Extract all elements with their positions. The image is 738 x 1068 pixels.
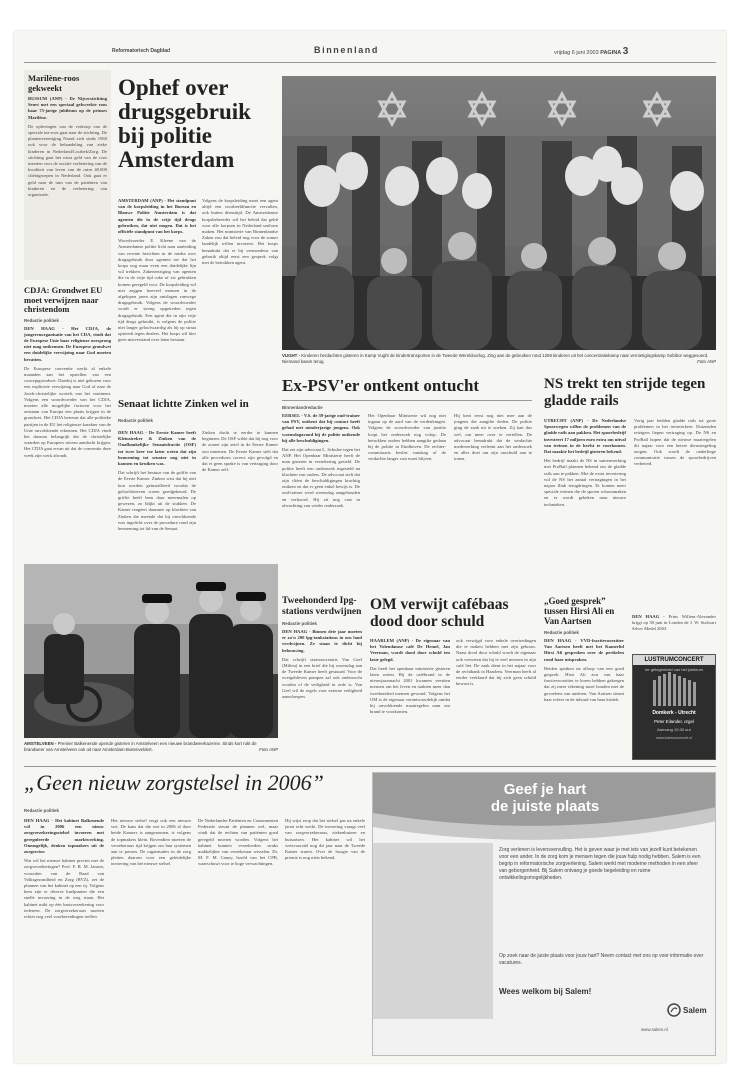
zorg-col-3: De Nederlandse Patiënten en Consumenten Federatie steunt de plannen wel, maar vindt dat de rechten van patiënten goed geregeld moeten worden. Volgens het kabinet kunnen verzekerden straks makkelijker van verzekeraar wisselen. Dr. M. F. M. Canoy, hoofd van het CPB, waarschuwt voor te hoge verwachtingen. [198,818,278,867]
ad-concert-subtitle: ter gelegenheid van het jubileum [645,667,703,672]
cdja-lead: Het CDJA, de jongerenorganisatie van het CDA, vindt dat de Europese Unie haar religieuze oorsprong niet mag ontkennen. De Europese grondwet een duidelijke verwijzing naar God moeten bevatten. [24,325,111,362]
article-ns [544,376,716,616]
om-col-right: ook verwijgd voor enkele overtredingen die te maken hebben met zijn gebouw. Naast dood door schuld wordt de eigenaar ook verweten dat hij te veel mensen in zijn café liet. De zaak dient in het najaar voor de rechtbank in Haarlem. Veerman heeft al eerder verklaard dat hij zich geen schuld bewust is. [456,638,536,687]
expsv-body: Dat zei zijn advocaat L. Schulze tegen het ANP. Het Openbaar Ministerie heeft de man gisteren in verzekering gesteld. De politie heeft een onderzoek ingesteld na klachten van ouders. De advocaat stelt dat zijn cliënt de beschuldigingen krachtig ontkent en dat er geen enkel bewijs is. De oud-trainer werd woensdag aangehouden en verhoord. Hij zit nog vast in afwachting van verder onderzoek. [282,447,360,508]
date-text: vrijdag 6 juni 2003 [554,50,599,56]
om-lead: De eigenaar van het Volendamse café De Hemel, Jan Veerman, wordt dood door schuld ten laste gelegd. [370,638,450,662]
zinken-col-right: Zinken dacht te eerder te kunnen beginnen. De OSF wilde dat hij nog voor de zomer zijn zetel in de Eerste Kamer zou innemen. De Eerste Kamer stelt dat alle procedures correct zijn gevolgd en dat er geen sprake is van vertraging door de Kamer zelf. [202,430,278,473]
section-title: Binnenland [314,45,379,55]
article-om [370,596,536,760]
hirsi-title: „Goed gesprek” tussen Hirsi Ali en Van Aartsen [544,596,615,626]
ad-concert-header: LUSTRUMCONCERT [633,655,715,665]
ad-concert-date: Aanvang 19.30 uur [657,727,691,732]
brief-dateline: DEN HAAG - [632,614,665,619]
section-rule [24,766,716,767]
brief-pelle [632,614,716,650]
photo-vught [282,76,716,350]
om-col-left [370,638,450,760]
zorg-byline: Redactie politiek [24,808,59,813]
ad-concert-organist: Peter Eilander, orgel [654,719,694,724]
ad-salem-graphic [373,773,716,1056]
zorg-col-1 [24,818,104,1054]
drugs-col-right: Volgens de korpsleiding moet een agent altijd een voorbeeldfunctie vervullen, ook buiten diensttijd. De Amsterdamse korpsbeheerder wil het beleid dat geldt voor alle korpsen in Nederland uniform maken. Het ministerie van Binnenlandse Zaken zou dat beleid nog voor de zomer landelijk willen invoeren. Het korps benadrukt dat er bij vermoedens van gebruik altijd eerst een gesprek volgt met de betrokken agent. [202,198,278,266]
ad-concert[interactable] [632,654,716,760]
ad-salem-body: Zorg verlenen is levensvervulling. Het is geven waar je met iets van jezelf kunt betekenen voor een ander. In de zorg kom je mensen tegen die jouw hulp nodig hebben. Salem is een begrip in reformatorische zorgverlening. Salem werkt met moderne methoden in een sfeer van geborgenheid. Bij Salem ontvang je goede begeleiding en ruime ontwikkelingsmogelijkheden. [499,847,701,881]
ad-salem-headline-line1: Geef je hart [503,781,587,798]
ad-salem-headline [373,781,716,815]
lpg-title: Tweehonderd Ipg-stations verdwijnen [282,596,362,617]
ad-salem-url[interactable]: www.salem.nl [641,1027,668,1032]
ns-col-right: Vorig jaar leidden gladde rails tot grote problemen in het treinverkeer. Duizenden reizigers liepen vertraging op. De NS en ProRail hopen dat de nieuwe maatregelen dit najaar voor een betere dienstregeling zorgen. Ook wordt de onderlinge communicatie tussen de spoorbedrijven verbeterd. [634,418,716,467]
page-label: PAGINA [600,50,622,56]
ns-dateline: UTRECHT (ANP) - [544,418,589,423]
ad-salem-call: Op zoek naar de juiste plaats voor jouw hart? Neem contact met ons op voor informatie over vacatures. [499,953,704,966]
salem-logo-text: Salem [683,1005,707,1015]
salem-logo-icon [667,1003,681,1017]
om-dateline: HAARLEM (ANP) - [370,638,414,643]
masthead-rule [24,62,716,63]
hirsi-byline: Redactie politiek [544,630,579,635]
brief-text: Prins Willem-Alexander krijgt op 30 juni in Londen de J. W. Stalwart Silver Medal 2003. [632,614,716,632]
publication-name: Reformatorisch Dagblad [112,48,171,54]
page-number: 3 [622,46,629,57]
ns-title: NS trekt ten strijde tegen gladde rails [544,376,706,409]
article-drugs [118,76,278,396]
article-lpg [282,596,362,760]
lpg-body: Dat schrijft staatssecretaris Van Geel (Milieu) in een brief die hij woensdag aan de Tweede Kamer heeft gestuurd. Voor de overgebleven pompen zal ook onderzocht worden of de veiligheid in orde is. Van Geel wil de regels voor externe veiligheid aanscherpen. [282,656,362,700]
sidebar-marilene-lead: De Nijverstichting Seurt met een speciaal gekweekte roos haar 75-jarige jubileum op de prinses Marilène. [28,96,107,120]
zinken-lead: De Eerste Kamer heeft Kleinstreker & Zinken van de Onafhankelijke Senaatsfractie (OSF) tot twee keer toe laten weten dat zijn benoeming tot senator nog niet in kannen en kruiken was. [118,430,196,467]
lpg-text [282,629,362,747]
caption-vught-text: Kinderen herdachten gisteren in Kamp Vught de kindertransporten in de Tweede Wereldoorlog. Zing aan de gebruiken rond 1269 kinderen uit het concentratiekamp naar vernietigingskamp Sobibor weggevoerd. Niemand kwam terug. [282,353,709,364]
hirsi-text [544,638,624,750]
sidebar-marilene-box [24,70,111,280]
sidebar-marilene-text [28,96,107,276]
expsv-dateline: EERSEL - [282,413,303,418]
ad-salem-welcome: Wees welkom bij Salem! [499,987,592,996]
ns-body: Het bedrijf maakt de NS in samenwerking met ProRail plannen bekend om de gladde rails aan te pakken. Met de extra investering wil de NS het aantal vertragingen in het najaar flink terugdringen. Er komen meer speciale treinen die de sporen schoonmaken en er wordt gekeken naar nieuwe technieken. [544,458,626,507]
sidebar-marilene-title: Marilène-roos gekweekt [28,73,80,93]
zinken-col-left [118,430,196,558]
zinken-dateline: DEN HAAG - [118,430,147,435]
zorg-dateline: DEN HAAG - [24,818,54,823]
lpg-dateline: DEN HAAG - [282,629,311,634]
om-title: OM verwijt cafébaas dood door schuld [370,596,509,630]
hirsi-dateline: DEN HAAG - [544,638,577,643]
drugs-body: Woordvoerder E. Kleene van de Amsterdamse politie licht naar aanleiding van recente berichten in de media over drugsgebruik door agenten toe dat het korps nog maar even een duidelijke lijn wil trekken. Zakenreiziging van agenten die in de vrije tijd coke of xtc gebruiken komen geregeld voor. De korpsleiding wil niet zeggen hoeveel mensen in de afgelopen jaren zijn ontslagen vanwege drugsgebruik. Volgens de woordvoerder wordt er streng opgetreden tegen drugsgebruik. Een agent die in zijn vrije tijd drugs gebruikt, is volgens de politie niet langer geloofwaardig als hij op straat optreedt tegen dealers. Het korps wil hier geen misverstand over laten bestaan. [118,238,196,343]
expsv-col-1 [282,413,360,561]
hirsi-lead: VVD-fractievoorzitter Van Aartsen heeft met het Kamerlid Hirsi Ali gesproken over de perikelen rond haar uitspraken. [544,638,624,662]
zinken-byline: Redactie politiek [118,418,153,423]
ad-salem-logo [667,1003,707,1017]
zinken-title: Senaat lichtte Zinken wel in [118,398,249,410]
ns-col-left [544,418,626,614]
cdja-title: CDJA: Grondwet EU moet verwijzen naar christendom [24,285,103,314]
ns-lead: De Nederlandse Spoorwegen willen de problemen van de gladde rails aan pakken. Het spoorbedrijf investeert 17 miljoen euro extra om uitval van treinen in de herfst te voorkomen. Dat maakte het bedrijf gisteren bekend. [544,418,626,455]
om-body: Dat heeft het openbaar ministerie gisteren laten weten. Bij de cafébrand in de nieuwjaarsnacht 2001 kwamen veertien mensen om het leven en raakten meer dan tweehonderd mensen gewond. Volgens het OM is de eigenaar verantwoordelijk omdat hij onvoldoende maatregelen nam om brand te voorkomen. [370,665,450,715]
ad-salem[interactable] [372,772,716,1056]
caption-amstelveen-credit: Foto ANP [259,746,278,752]
caption-vught-label: VUGHT - [282,353,301,358]
expsv-lead: V.S. de 39-jarige oud-trainer van PSV, ontkent dat hij contact heeft gehad met minderjarige jongens. Ook woensdagavond bij de politie ontkende hij alle beschuldigingen. [282,413,360,443]
zorg-col-4: Hij wijst erop dat het stelsel pas na enkele jaren echt werkt. De invoering vraagt veel van zorgverzekeraars, ziekenhuizen en huisartsen. Het kabinet wil het wetsvoorstel nog dit jaar naar de Tweede Kamer sturen. Over de hoogte van de premie is nog niets bekend. [285,818,365,861]
cdja-body: De Europese conventie werkt al enkele maanden aan het opstellen van een conceptgrondwet. Daarbij is niet gekozen voor een expliciete verwijzing naar God of naar de Joods-christelijke wortels van het continent. Volgens een woordvoerder van het CDJA, moeten alle mogelijke factoren voor het ontstaan van Europa een plaats krijgen in de grondwet. Het CDJA betreurt dat alle politieke partijen in de EU het religieuze karakter van de Unie onvoldoende erkennen. Het CDJA vindt het daarom belangrijk dat de christelijke waarden op Europees niveau aandacht krijgen. Het CDJA gaat ervan uit dat de conventie deze week zijn werk afrondt. [24,365,111,458]
caption-amstelveen-label: AMSTELVEEN - [24,741,57,746]
article-zorg [24,770,366,1056]
article-cdja [24,286,111,556]
caption-amstelveen-text: Premier Balkenende opende gisteren in Amstelveen een nieuwe brandweerkazerne. Sinds kort rukt de brandweer van Amstelveen ook uit naar Amsterdam-Buitenveldert. [24,741,257,752]
cdja-text [24,326,111,548]
drugs-dateline: AMSTERDAM (ANP) - [118,198,166,203]
expsv-col-3: Hij kent eerst nog niet mee aan de jongens die aangifte deden. De politie ging de zaak uit te zoeken. Zij kan dus wel, om meer over te vertellen. De advocaat benadrukt dat de verdachte medewerking verleent aan het onderzoek en alles doet om zijn onschuld aan te tonen. [454,413,532,462]
expsv-rule [282,400,532,401]
zorg-lead: Het kabinet Balkenende wil in 2006 een nieuw zorgverzekeringsstelsel invoeren met gereguleerde marktwerking. Onmogelijk, denken topmakers uit de zorgsector. [24,818,104,855]
caption-vught [282,353,716,371]
drugs-col-left [118,198,196,394]
zinken-body: Dat schrijft het bestuur van de griffie van de Eerste Kamer. Zinken wist dat hij niet kon worden geïnstalleerd voordat de geloofsbrieven waren goedgekeurd. De griffie heeft hem daar meermalen op gewezen, zo blijkt uit de stukken. De Kamer reageert daarmee op klachten van Zinken die meende dat hij onvoldoende was ingelicht over de procedure rond zijn benoeming tot lid van de Senaat. [118,470,196,532]
ad-concert-footer[interactable]: www.lustrumconcert.nl [656,736,692,740]
zorg-body: Wat wil het nieuwe kabinet precies met de zorgverzekeringen? Prof. F. R. M. Jansen, voorzitter van de Raad van Volksgezondheid en Zorg (RVZ), zet de plannen van het kabinet op een rij. Volgens hem zijn er diverse knelpunten die een snelle invoering in de weg staan. Het kabinet mikt op één basisverzekering voor iedereen. De zorgverzekeraars moeten echter nog veel voorbereidingen treffen. [24,858,104,920]
zorg-col-2: Het nieuwe stelsel vergt ook een nieuwe wet. De kans dat die wet in 2006 al door beide Kamers is aangenomen, is volgens de topmakers klein. Bovendien moeten de verzekeraars tijd krijgen om hun systemen aan te passen. De organisaties in de zorg pleiten daarom voor een geleidelijke invoering van het nieuwe stelsel. [111,818,191,867]
cdja-dateline: DEN HAAG - [24,325,64,331]
caption-vught-credit: Foto ANP [697,358,716,364]
ad-concert-venue: Domkerk - Utrecht [652,710,696,716]
cdja-byline: Redactie politiek [24,317,59,323]
zorg-title: „Geen nieuw zorgstelsel in 2006” [24,770,324,795]
photo-vught-image [282,76,716,350]
article-zinken [118,398,278,558]
drugs-lead: Het standpunt van de korpsleiding in het Bureau en Blauwe Politie Amsterdam is dat agenten die in de vrije tijd drugs gebruiken, dat niet mogen. Dat is het officiële standpunt van het korps. [118,198,196,235]
masthead-date [554,46,628,57]
expsv-byline: Binnenlandredactie [282,405,323,410]
ad-salem-headline-line2: de juiste plaats [490,798,600,815]
hirsi-body: Beiden spraken na afloop van een goed gesprek. Hirsi Ali zou van haar fractievoorzitter te horen hebben gekregen dat zij meer rekening moet houden met de gevoelens van anderen. Van Aartsen steunt haar echter in de inhoud van haar kritiek. [544,665,624,702]
lpg-byline: Redactie politiek [282,621,317,626]
expsv-title: Ex-PSV'er ontkent ontucht [282,376,480,395]
sidebar-marilene-body: De oplevingen van de verkoop van de speciale tea-roos gaat naar de stichting. De plantenvereniging Naard zich sinds 1960 ook voor de behandeling van zieke kinderen in Nederland/Lwabek/Zorg. De stichting gaat het extra geld van de roos inzetten voor de sociale verbetering van de kwaliteit van leven van de ruim 40.000 cliëntgroepen in Nederland. Ook gaat er geld naar de tuin van de patiënten van kinderen en de verbetering van organisatie. [28,123,107,198]
photo-amstelveen-image [24,564,278,738]
drugs-title: Ophef over drugsgebruik bij politie Amsterdam [118,75,251,172]
article-expsv [282,376,532,562]
caption-amstelveen [24,741,278,759]
article-hirsi [544,596,624,760]
sidebar-marilene-dateline: BUSSUM (ANP) - [28,96,67,101]
organ-illustration [633,672,717,708]
lpg-lead: Binnen drie jaar moeten er zo'n 200 lpg-tankstations in ons land verdwijnen. Ze staan te dicht bij bebouwing. [282,629,362,653]
photo-amstelveen [24,564,278,738]
expsv-col-2: Het Openbaar Ministerie wil nog niet ingaan op de aard van de verdenkingen. Volgens de woordvoerder van justitie loopt het onderzoek nog volop. De betrokken ouders hebben aangifte gedaan bij de politie in Eindhoven. De rechter-commissaris beslist vandaag of de verdachte langer vast moet blijven. [368,413,446,462]
